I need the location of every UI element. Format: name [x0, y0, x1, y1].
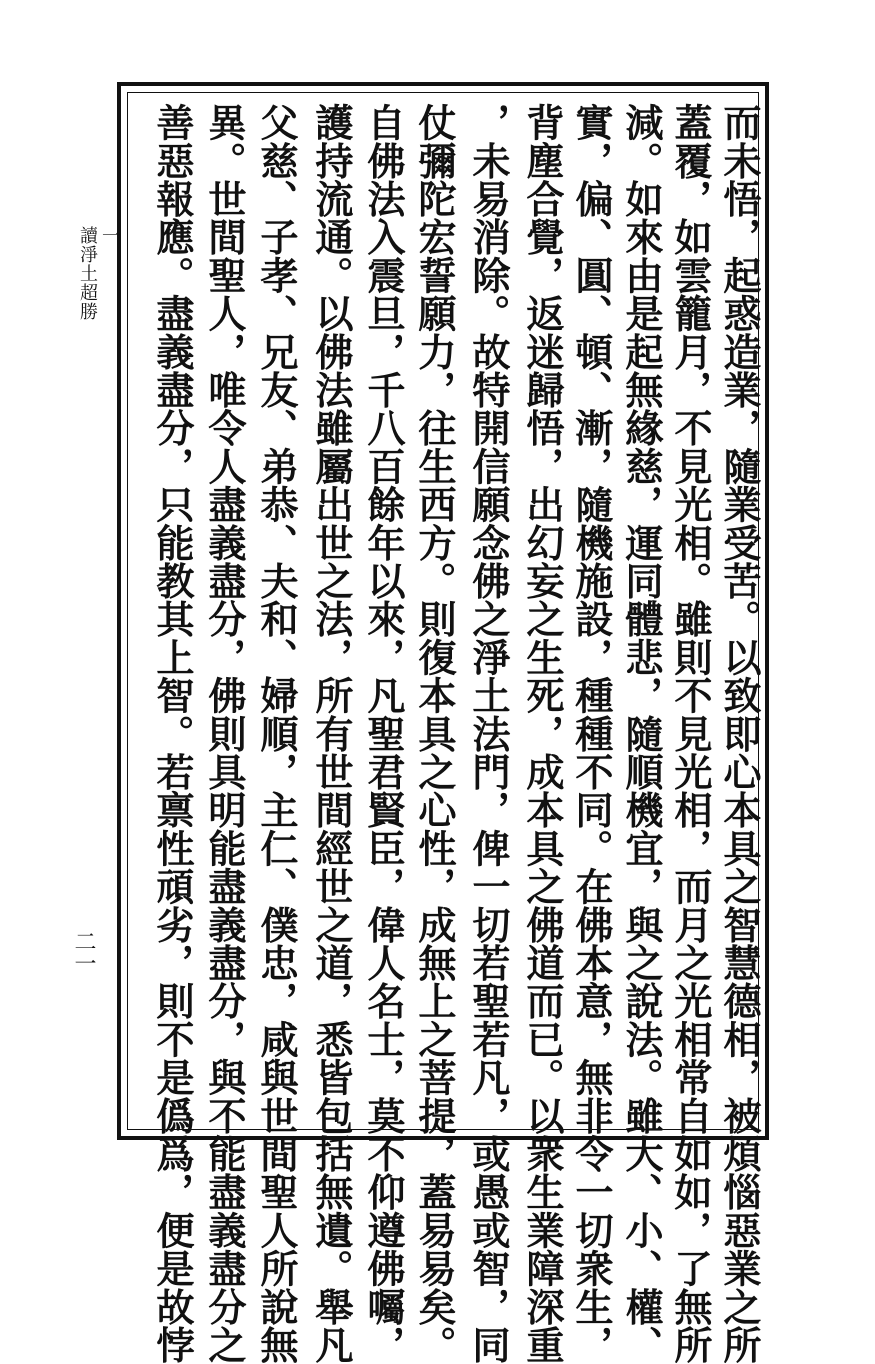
text-column-7: 仗彌陀宏誓願力，往生西方。則復本具之心性，成無上之菩提，蓋易易矣。 — [411, 103, 456, 1364]
book-title: 讀淨土超勝 — [77, 226, 98, 321]
side-marker: 一 — [99, 226, 120, 245]
side-title — [76, 226, 120, 321]
text-column-6: ，未易消除。故特開信願念佛之淨土法門，俾一切若聖若凡，或愚或智，同 — [465, 103, 510, 1364]
text-column-8: 自佛法入震旦，千八百餘年以來，凡聖君賢臣，偉人名士，莫不仰遵佛囑， — [360, 103, 405, 1364]
text-column-5: 背塵合覺，返迷歸悟，出幻妄之生死，成本具之佛道而已。以衆生業障深重 — [519, 103, 564, 1364]
text-column-12: 善惡報應。盡義盡分，只能教其上智。若禀性頑劣，則不是僞爲，便是故悖 — [149, 103, 194, 1364]
text-column-9: 護持流通。以佛法雖屬出世之法，所有世間經世之道，悉皆包括無遺。舉凡 — [308, 103, 353, 1364]
text-column-4: 實，偏、圓、頓、漸，隨機施設，種種不同。在佛本意，無非令一切衆生， — [568, 103, 613, 1364]
text-column-10: 父慈、子孝、兄友、弟恭、夫和、婦順，主仁、僕忠，咸與世間聖人所說無 — [253, 103, 298, 1364]
text-column-2: 蓋覆，如雲籠月，不見光相。雖則不見光相，而月之光相常自如如，了無所 — [667, 103, 712, 1364]
page-number: 二一 — [71, 930, 96, 974]
text-column-1: 而未悟，起惑造業，隨業受苦。以致即心本具之智慧德相，被煩惱惡業之所 — [716, 103, 761, 1364]
text-column-3: 減。如來由是起無緣慈，運同體悲，隨順機宜，與之說法。雖大、小、權、 — [618, 103, 663, 1364]
text-column-11: 異。世間聖人，唯令人盡義盡分，佛則具明能盡義盡分，與不能盡義盡分之 — [201, 103, 246, 1364]
